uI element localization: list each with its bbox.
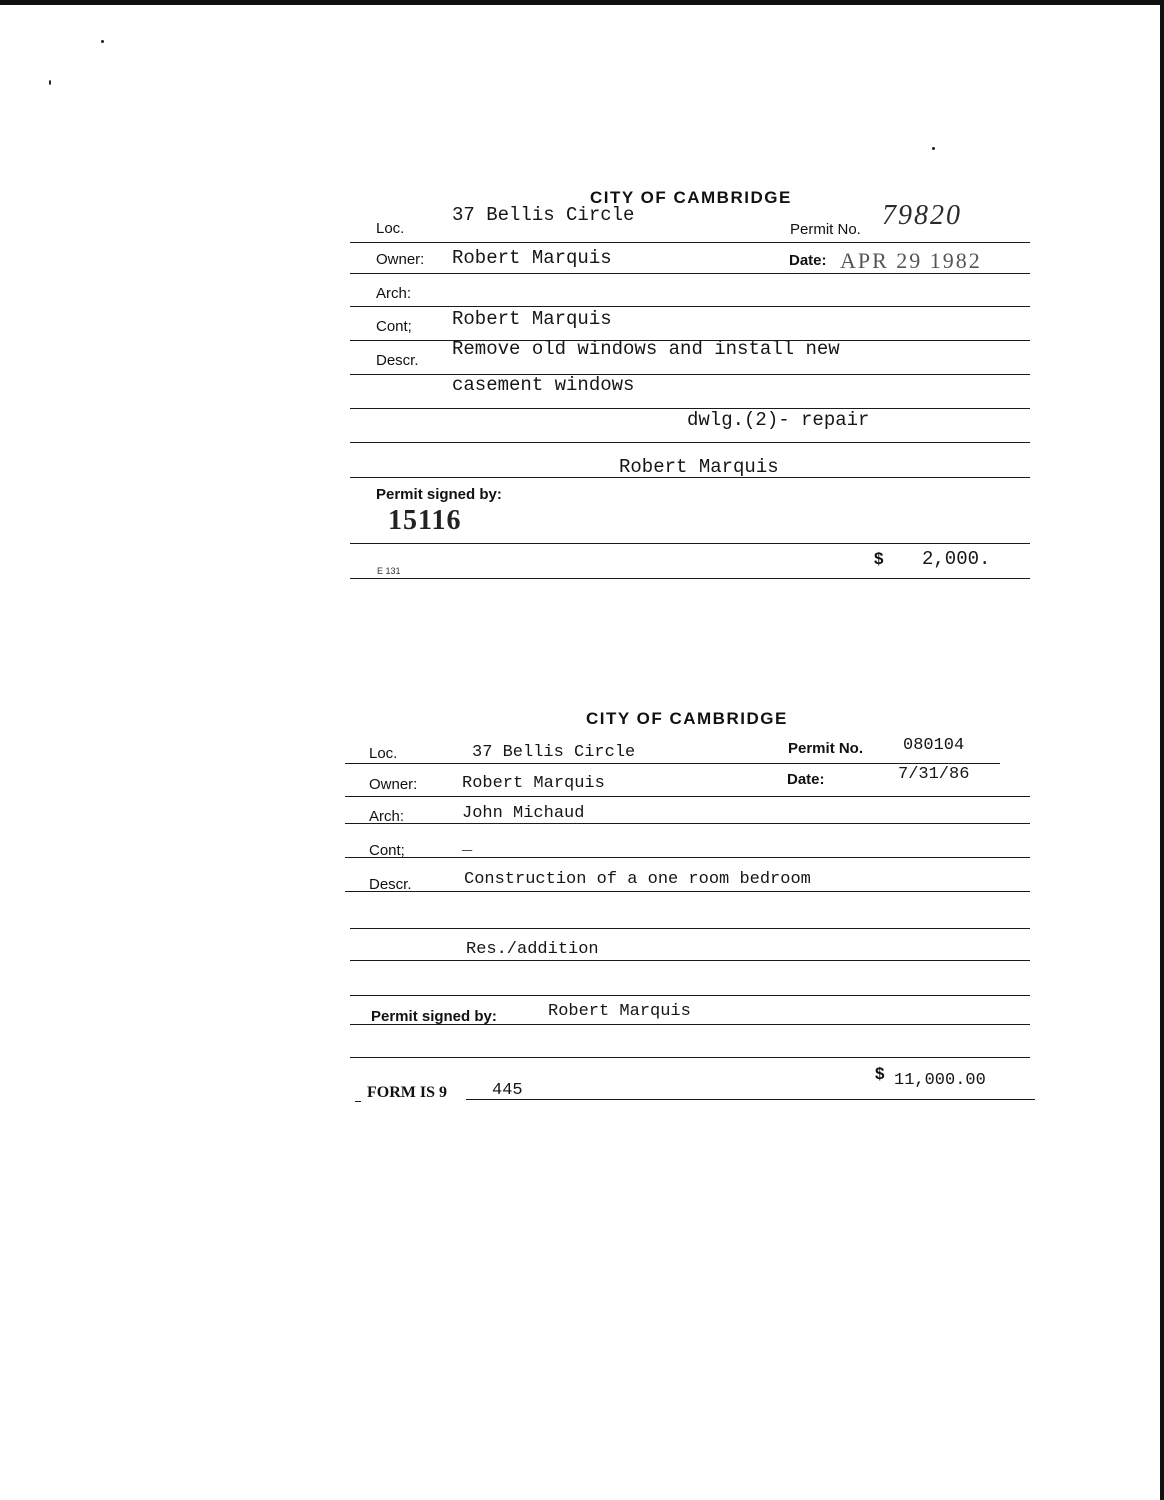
- amount-value: 11,000.00: [894, 1071, 986, 1090]
- form-rule: [345, 823, 1030, 824]
- form-rule: [345, 796, 1030, 797]
- cont-label: Cont;: [376, 318, 412, 335]
- permit-no-label: Permit No.: [788, 740, 864, 757]
- form-rule: [350, 442, 1030, 443]
- permit-no-label: Permit No.: [790, 221, 861, 238]
- owner-label: Owner:: [376, 251, 425, 268]
- descr-label: Descr.: [369, 876, 412, 893]
- form-rule: [350, 1024, 1030, 1025]
- scan-border-top: [0, 0, 1164, 5]
- location-value: 37 Bellis Circle: [472, 743, 636, 762]
- description-line-2: casement windows: [452, 374, 635, 396]
- arch-value: John Michaud: [462, 804, 585, 823]
- card-title: CITY OF CAMBRIDGE: [586, 709, 788, 728]
- form-rule: [350, 477, 1030, 478]
- signed-name-value: Robert Marquis: [548, 1002, 691, 1021]
- owner-value: Robert Marquis: [462, 774, 605, 793]
- date-label: Date:: [789, 252, 827, 269]
- arch-label: Arch:: [369, 808, 405, 825]
- dollar-sign: $: [875, 1064, 885, 1083]
- form-number-value: 445: [492, 1081, 523, 1100]
- card-title: CITY OF CAMBRIDGE: [590, 188, 792, 207]
- form-rule: [350, 995, 1030, 996]
- form-rule: [350, 578, 1030, 579]
- form-rule: [345, 857, 1030, 858]
- contractor-value: Robert Marquis: [452, 308, 612, 330]
- form-rule: [345, 763, 1000, 764]
- description-line-1: Remove old windows and install new: [452, 338, 840, 360]
- contractor-value: _: [462, 836, 473, 855]
- use-value: dwlg.(2)- repair: [687, 409, 870, 431]
- loc-label: Loc.: [376, 220, 405, 237]
- form-rule: [350, 242, 1030, 243]
- loc-label: Loc.: [369, 745, 398, 762]
- amount-value: 2,000.: [922, 548, 991, 570]
- use-value: Res./addition: [466, 940, 599, 959]
- permit-number-value: 080104: [903, 736, 965, 755]
- arch-label: Arch:: [376, 285, 412, 302]
- signed-name-value: Robert Marquis: [619, 456, 779, 478]
- date-stamp: APR 29 1982: [840, 248, 982, 273]
- cont-label: Cont;: [369, 842, 405, 859]
- permit-number-stamp: 79820: [882, 200, 962, 231]
- descr-label: Descr.: [376, 352, 419, 369]
- permit-signed-by-label: Permit signed by:: [376, 486, 502, 503]
- form-rule: [350, 543, 1030, 544]
- form-rule: [350, 306, 1030, 307]
- stamp-number: 15116: [388, 505, 462, 536]
- form-rule: [355, 1101, 361, 1102]
- scan-speck: [101, 40, 104, 43]
- date-label: Date:: [787, 771, 825, 788]
- scan-speck: [932, 147, 935, 150]
- form-rule: [350, 1057, 1030, 1058]
- form-rule: [345, 891, 1030, 892]
- permit-signed-by-label: Permit signed by:: [371, 1008, 497, 1025]
- scan-border-right: [1160, 0, 1164, 1500]
- form-rule: [466, 1099, 1035, 1100]
- owner-value: Robert Marquis: [452, 247, 612, 269]
- dollar-sign: $: [874, 549, 884, 568]
- location-value: 37 Bellis Circle: [452, 204, 635, 226]
- description-value: Construction of a one room bedroom: [464, 870, 811, 889]
- date-value: 7/31/86: [898, 765, 970, 784]
- owner-label: Owner:: [369, 776, 418, 793]
- form-rule: [350, 928, 1030, 929]
- form-rule: [350, 273, 1030, 274]
- form-rule: [350, 960, 1030, 961]
- scan-speck: [49, 80, 51, 85]
- form-label: FORM IS 9: [367, 1084, 447, 1101]
- form-code: E 131: [377, 566, 401, 576]
